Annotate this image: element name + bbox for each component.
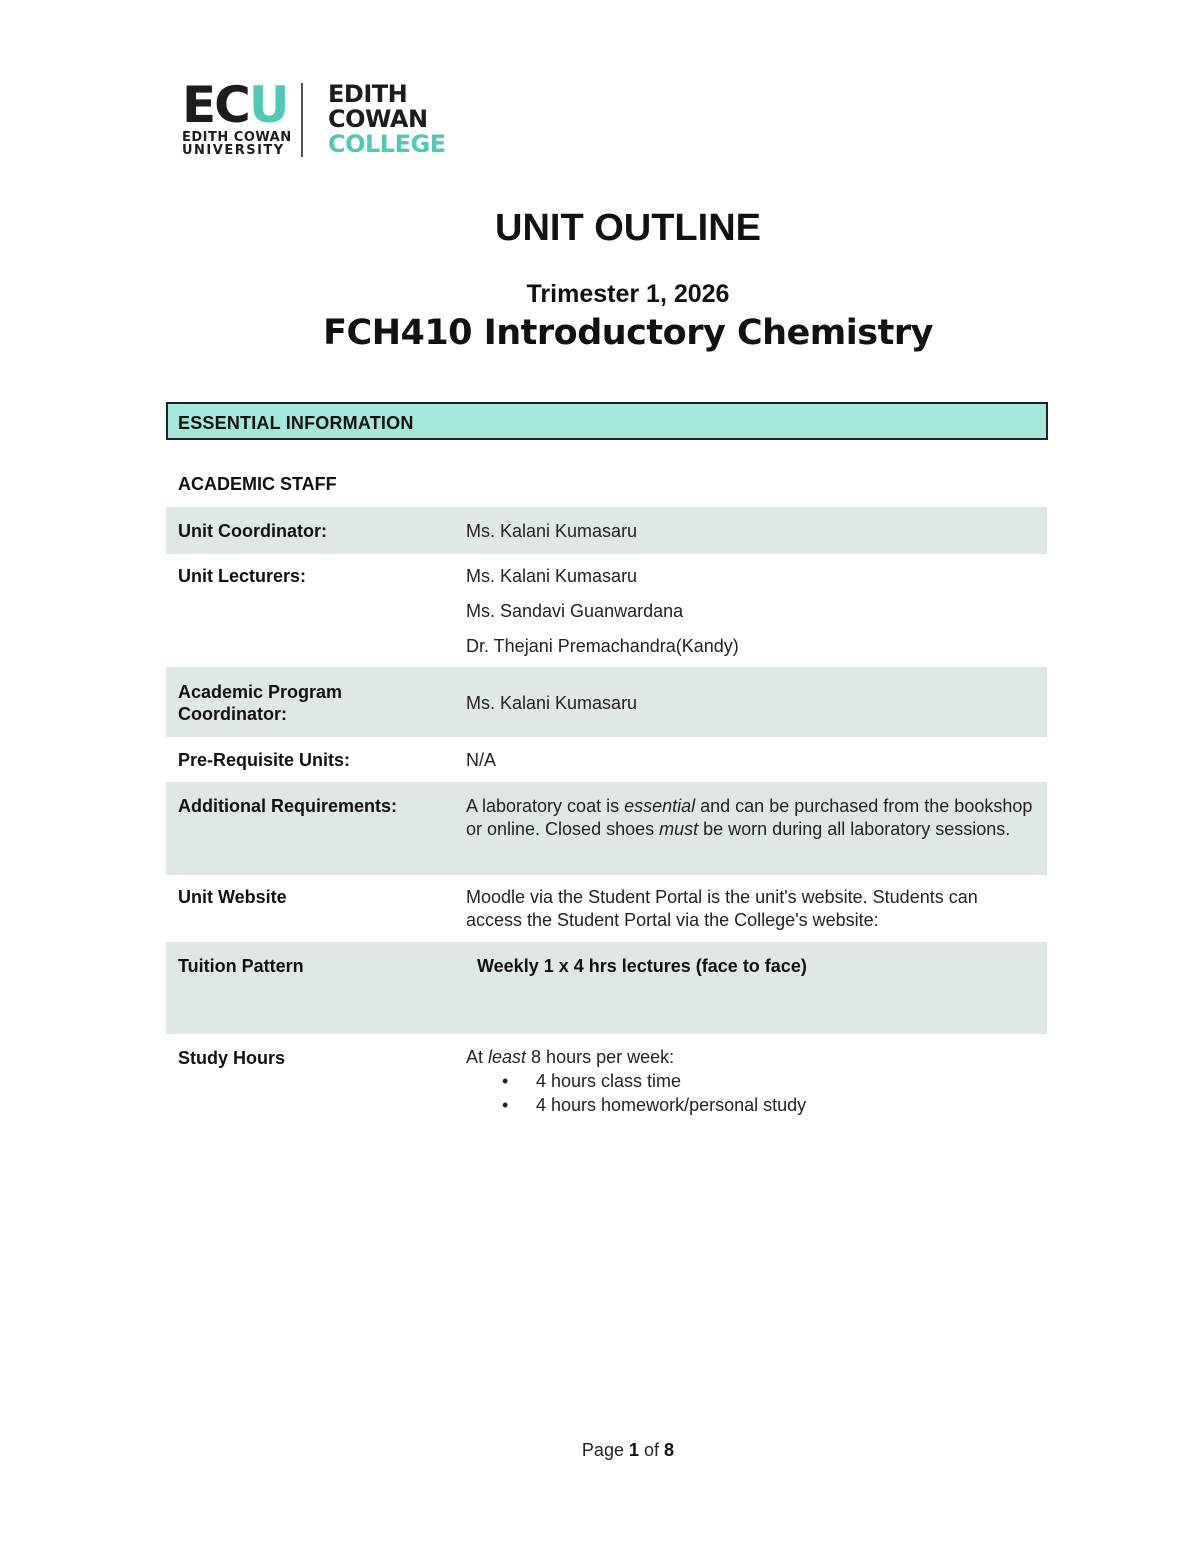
bullet-icon: • [502,1095,509,1115]
ecu-college-logo [180,76,446,160]
page-number: Page 1 of 8 [581,1440,675,1460]
row-value: A laboratory coat is essential and can be purchased from the bookshop or online. Closed shoes must be worn during all laboratory sessions. [466,796,1033,839]
bullet-icon: • [502,1071,509,1091]
row-label: Study Hours [178,1048,286,1068]
lecturer-name: Ms. Sandavi Guanwardana [466,601,684,621]
lecturer-name: Dr. Thejani Premachandra(Kandy) [466,636,739,656]
lecturer-name: Ms. Kalani Kumasaru [466,566,638,586]
college-logo-line2: COWAN [328,105,428,133]
college-logo-line3: COLLEGE [328,130,446,158]
row-unit-coordinator [166,507,1047,554]
row-value: N/A [466,750,497,770]
row-value: Ms. Kalani Kumasaru [466,521,638,541]
ecu-logo-line1: EDITH COWAN [182,130,292,145]
course-heading: FCH410 Introductory Chemistry [323,313,933,353]
study-hours-list [466,1069,1036,1117]
row-label: Unit Lecturers: [178,566,307,586]
academic-staff-heading: ACADEMIC STAFF [178,474,337,494]
term-heading: Trimester 1, 2026 [526,280,730,308]
row-unit-website [166,875,1047,942]
row-label: Pre-Requisite Units: [178,750,351,770]
row-value: Ms. Kalani Kumasaru [466,693,638,713]
row-label: Unit Website [178,887,287,907]
college-logo-line1: EDITH [328,80,408,108]
section-title: ESSENTIAL INFORMATION [178,413,414,433]
row-label: Tuition Pattern [178,956,304,976]
row-tuition-pattern [166,942,1047,1034]
row-label: Academic Program Coordinator: [178,682,343,724]
row-additional-requirements [166,782,1047,875]
logo-divider [301,83,303,157]
row-value [466,565,1036,658]
document-title: UNIT OUTLINE [495,207,761,249]
row-value: Weekly 1 x 4 hrs lectures (face to face) [477,956,807,976]
row-label: Unit Coordinator: [178,521,327,541]
row-value: Moodle via the Student Portal is the unit's website. Students can access the Student Portal via the College's website: [466,887,978,930]
row-study-hours [166,1034,1047,1124]
row-unit-lecturers [166,554,1047,667]
list-item: • 4 hours class time [502,1071,682,1091]
row-prerequisite-units [166,737,1047,782]
row-label: Additional Requirements: [178,796,398,816]
row-academic-program-coordinator [166,667,1047,737]
study-hours-intro: At least 8 hours per week: [466,1047,675,1067]
essential-information-header [166,402,1048,440]
ecu-logo-mark: ECU [182,76,288,134]
list-item: • 4 hours homework/personal study [502,1095,807,1115]
row-value [466,1046,1036,1117]
ecu-logo-line2: UNIVERSITY [182,143,285,158]
